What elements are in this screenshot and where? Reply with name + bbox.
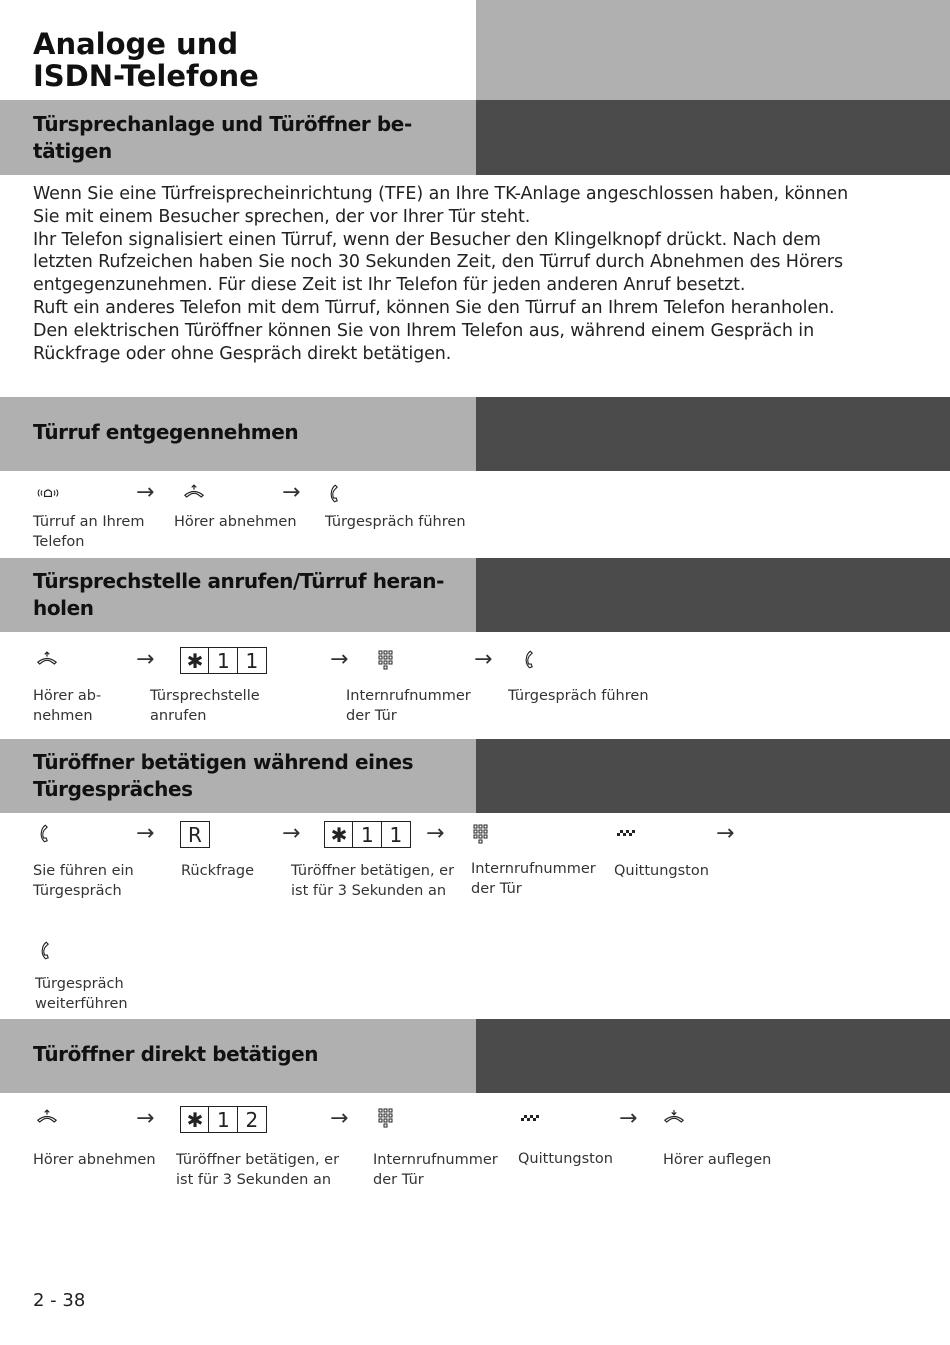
arrow-icon: → <box>330 647 349 672</box>
digit-key: 1 <box>352 821 382 848</box>
recall-key: R <box>180 821 210 848</box>
section-main-heading: Türsprechanlage und Türöffner be- tätigen <box>33 112 412 163</box>
arrow-icon: → <box>136 480 155 505</box>
arrow-icon: → <box>136 821 155 846</box>
sec4-band <box>0 1019 950 1093</box>
arrow-icon: → <box>716 821 735 846</box>
sec2-band <box>0 558 950 632</box>
sec4-heading: Türöffner direkt betätigen <box>33 1042 319 1066</box>
handset-hangup-icon <box>663 1109 685 1124</box>
sec4-key-sequence <box>180 1106 265 1133</box>
sec4-caption-number: Internrufnummer der Tür <box>373 1152 498 1188</box>
sec4-caption-opener: Türöffner betätigen, er ist für 3 Sekunden an <box>176 1152 340 1188</box>
sec2-caption-talk: Türgespräch führen <box>508 688 649 704</box>
keypad-icon <box>378 1108 394 1128</box>
acknowledge-tone-icon <box>520 1113 540 1123</box>
digit-key: 2 <box>237 1106 267 1133</box>
page-title: Analoge und ISDN-Telefone <box>33 27 259 93</box>
sec2-caption-lift: Hörer ab-nehmen <box>33 688 102 724</box>
digit-key: 1 <box>208 647 238 674</box>
arrow-icon: → <box>619 1106 638 1131</box>
sec2-caption-number: Internrufnummer der Tür <box>346 688 471 724</box>
acknowledge-tone-icon <box>616 828 636 838</box>
sec2-key-sequence <box>180 647 265 674</box>
star-key: ✱ <box>180 1106 210 1133</box>
sec1-band <box>0 397 950 471</box>
handset-lift-icon <box>36 1109 58 1124</box>
sec4-caption-lift: Hörer abnehmen <box>33 1152 156 1168</box>
intro-text <box>33 183 863 365</box>
sec2-heading: Türsprechstelle anrufen/Türruf heran- holen <box>33 569 445 620</box>
title-gray-block <box>476 0 950 100</box>
sec3-caption-talking: Sie führen ein Türgespräch <box>33 863 134 899</box>
keypad-icon <box>378 650 394 670</box>
arrow-icon: → <box>282 821 301 846</box>
handset-talk-icon <box>523 650 534 669</box>
handset-lift-icon <box>36 651 58 666</box>
sec4-caption-ack: Quittungston <box>518 1151 613 1167</box>
handset-lift-icon <box>183 484 205 499</box>
arrow-icon: → <box>474 647 493 672</box>
sec3-caption-opener: Türöffner betätigen, er ist für 3 Sekunden an <box>291 863 455 899</box>
sec3-recall-key <box>180 821 208 848</box>
arrow-icon: → <box>282 480 301 505</box>
arrow-icon: → <box>136 647 155 672</box>
sec3-caption-number: Internrufnummer der Tür <box>471 861 596 897</box>
sec1-caption-talk: Türgespräch führen <box>325 514 466 530</box>
keypad-icon <box>473 824 489 844</box>
sec4-caption-hangup: Hörer auflegen <box>663 1152 772 1168</box>
arrow-icon: → <box>136 1106 155 1131</box>
sec3-heading: Türöffner betätigen während eines Türgespräches <box>33 750 414 801</box>
sec1-caption-lift: Hörer abnehmen <box>174 514 297 530</box>
sec1-caption-ring: Türruf an Ihrem Telefon <box>33 514 145 550</box>
sec2-caption-call: Türsprechstelle anrufen <box>150 688 260 724</box>
intro-p3: Ruft ein anderes Telefon mit dem Türruf, können Sie den Türruf an Ihrem Telefon heranholen. <box>33 297 835 318</box>
sec3-caption-recall: Rückfrage <box>181 863 255 879</box>
intro-p2: Ihr Telefon signalisiert einen Türruf, wenn der Besucher den Klingelknopf drückt. Nach dem letzten Rufzeichen haben Sie noch 30 Sekunden Zeit, den Türruf durch Abnehmen des Hörers entgegenzunehmen. Für diese Zeit ist Ihr Telefon für jeden anderen Anruf besetzt. <box>33 229 843 296</box>
page-number: 2 - 38 <box>33 1290 86 1311</box>
arrow-icon: → <box>330 1106 349 1131</box>
intro-p4: Den elektrischen Türöffner können Sie von Ihrem Telefon aus, während einem Gespräch in Rückfrage oder ohne Gespräch direkt betätigen. <box>33 320 815 364</box>
handset-talk-icon <box>328 484 339 503</box>
section-main-band <box>0 100 950 175</box>
intro-p1: Wenn Sie eine Türfreisprecheinrichtung (TFE) an Ihre TK-Anlage angeschlossen haben, können Sie mit einem Besucher sprechen, der vor Ihrer Tür steht. <box>33 184 849 227</box>
ringing-phone-icon <box>36 486 60 500</box>
handset-talk-icon <box>38 824 49 843</box>
star-key: ✱ <box>324 821 354 848</box>
title-block <box>0 0 950 100</box>
handset-talk-icon <box>39 941 50 960</box>
sec3-band <box>0 739 950 813</box>
sec3-key-sequence <box>324 821 409 848</box>
star-key: ✱ <box>180 647 210 674</box>
sec3-caption-continue: Türgespräch weiterführen <box>35 976 128 1012</box>
digit-key: 1 <box>208 1106 238 1133</box>
sec3-caption-ack: Quittungston <box>614 863 709 879</box>
digit-key: 1 <box>237 647 267 674</box>
arrow-icon: → <box>426 821 445 846</box>
digit-key: 1 <box>381 821 411 848</box>
sec1-heading: Türruf entgegennehmen <box>33 420 299 444</box>
